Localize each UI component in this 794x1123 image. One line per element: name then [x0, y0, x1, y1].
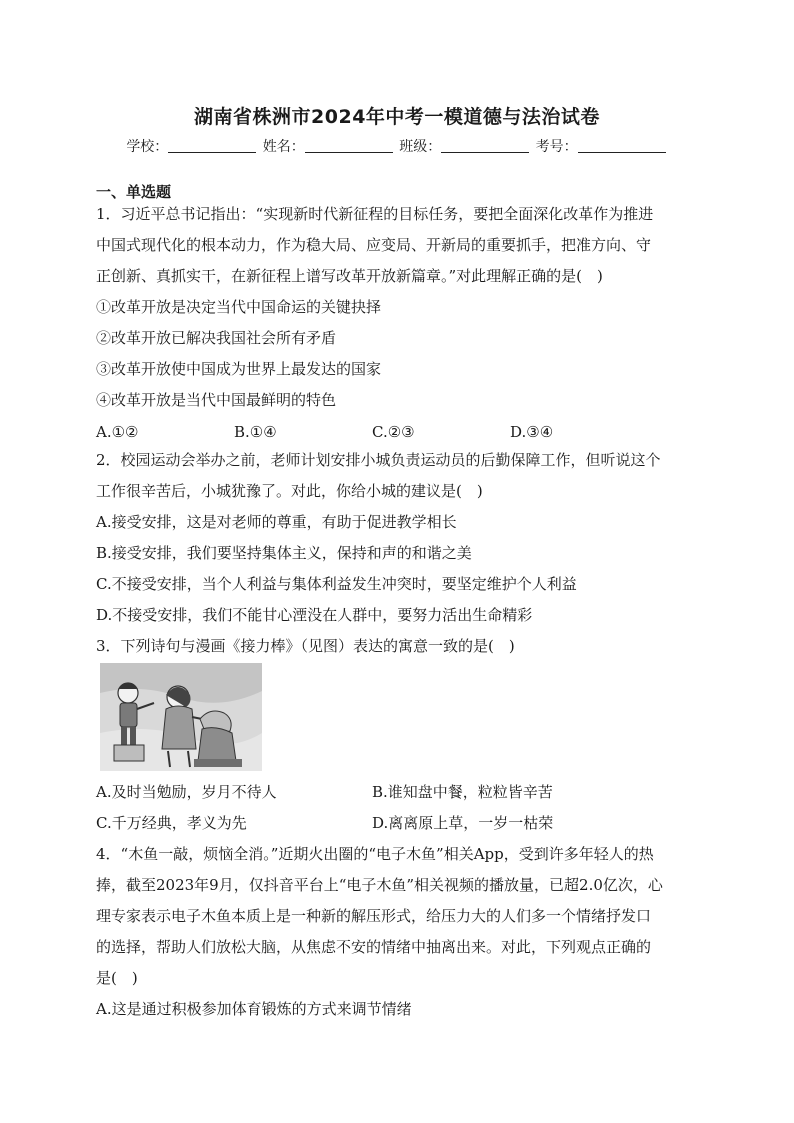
q3-option-a: A.及时当勉励，岁月不待人 — [96, 783, 277, 801]
student-info-row — [0, 136, 794, 156]
q1-option-b: B.①④ — [234, 423, 277, 441]
q1-stem-line: 中国式现代化的根本动力，作为稳大局、应变局、开新局的重要抓手，把准方向、守 — [96, 236, 652, 254]
q1-option-c: C.②③ — [372, 423, 415, 441]
q1-statement: ①改革开放是决定当代中国命运的关键抉择 — [96, 298, 382, 316]
q3-option-d: D.离离原上草，一岁一枯荣 — [372, 814, 554, 832]
q2-option-c: C.不接受安排，当个人利益与集体利益发生冲突时，要坚定维护个人利益 — [96, 575, 577, 593]
q4-option-a: A.这是通过积极参加体育锻炼的方式来调节情绪 — [96, 1000, 412, 1018]
school-blank — [168, 138, 256, 153]
q3-option-c: C.千万经典，孝义为先 — [96, 814, 247, 832]
q2-stem-line: 2．校园运动会举办之前，老师计划安排小城负责运动员的后勤保障工作，但听说这个 — [96, 451, 661, 469]
q4-stem-line: 是( ) — [96, 969, 138, 987]
q2-stem-line: 工作很辛苦后，小城犹豫了。对此，你给小城的建议是( ) — [96, 482, 483, 500]
school-label: 学校： — [126, 139, 169, 155]
q1-option-d: D.③④ — [510, 423, 554, 441]
section-title: 一、单选题 — [96, 183, 172, 201]
class-label: 班级： — [399, 139, 442, 155]
q4-stem-line: 捧，截至2023年9月，仅抖音平台上“电子木鱼”相关视频的播放量，已超2.0亿次，心 — [96, 876, 663, 894]
q3-option-b: B.谁知盘中餐，粒粒皆辛苦 — [372, 783, 553, 801]
exam-number-label: 考号： — [535, 139, 578, 155]
q1-option-a: A.①② — [96, 423, 139, 441]
q4-stem-line: 4．“木鱼一敲，烦恼全消。”近期火出圈的“电子木鱼”相关App，受到许多年轻人的热 — [96, 845, 654, 863]
q2-option-d: D.不接受安排，我们不能甘心湮没在人群中，要努力活出生命精彩 — [96, 606, 533, 624]
q1-statement: ②改革开放已解决我国社会所有矛盾 — [96, 329, 337, 347]
class-blank — [441, 138, 529, 153]
name-blank — [305, 138, 393, 153]
q1-statement: ④改革开放是当代中国最鲜明的特色 — [96, 391, 337, 409]
exam-number-blank — [578, 138, 666, 153]
q1-stem-line: 正创新、真抓实干，在新征程上谱写改革开放新篇章。”对此理解正确的是( ) — [96, 267, 603, 285]
name-label: 姓名： — [262, 139, 305, 155]
q2-option-b: B.接受安排，我们要坚持集体主义，保持和声的和谐之美 — [96, 544, 472, 562]
q4-stem-line: 的选择，帮助人们放松大脑，从焦虑不安的情绪中抽离出来。对此，下列观点正确的 — [96, 938, 652, 956]
q4-stem-line: 理专家表示电子木鱼本质上是一种新的解压形式，给压力大的人们多一个情绪抒发口 — [96, 907, 652, 925]
exam-title: 湖南省株洲市2024年中考一模道德与法治试卷 — [194, 106, 600, 128]
q1-statement: ③改革开放使中国成为世界上最发达的国家 — [96, 360, 382, 378]
q1-stem-line: 1．习近平总书记指出：“实现新时代新征程的目标任务，要把全面深化改革作为推进 — [96, 205, 654, 223]
q2-option-a: A.接受安排，这是对老师的尊重，有助于促进教学相长 — [96, 513, 457, 531]
q3-stem-line: 3．下列诗句与漫画《接力棒》（见图）表达的寓意一致的是( ) — [96, 637, 515, 655]
relay-baton-cartoon — [100, 663, 262, 771]
